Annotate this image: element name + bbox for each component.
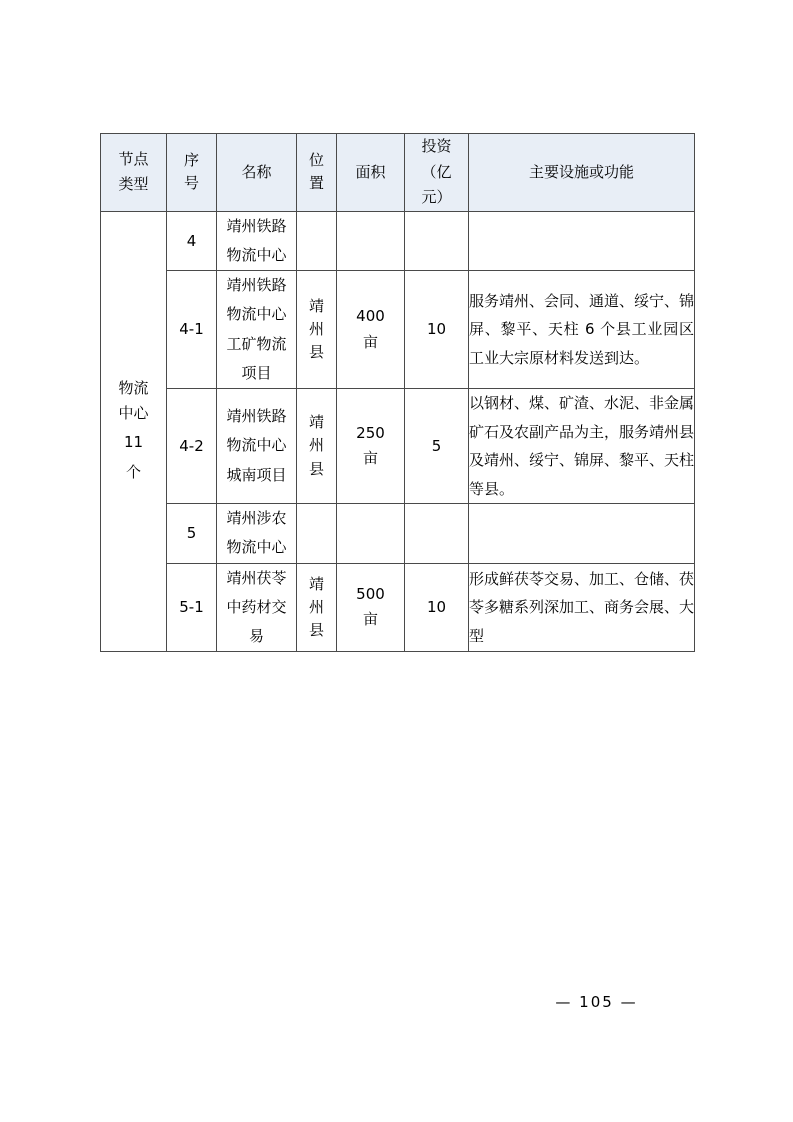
cell-description: 服务靖州、会同、通道、绥宁、锦屏、黎平、天柱 6 个县工业园区工业大宗原材料发送到达。 [469,271,695,389]
cell-serial-no: 4-2 [167,389,217,504]
cell-location: 靖州县 [297,271,337,389]
cell-serial-no: 5-1 [167,563,217,652]
cell-area [337,211,405,271]
table-header-row [101,134,695,212]
cell-name: 靖州茯苓中药材交易 [217,563,297,652]
cell-area: 400亩 [337,271,405,389]
cell-description [469,504,695,564]
header-area: 面积 [337,134,405,212]
cell-name: 靖州铁路物流中心城南项目 [217,389,297,504]
cell-node-type-group: 物流中心 11 个 [101,211,167,652]
table-row [101,389,695,504]
cell-investment [405,504,469,564]
cell-name: 靖州涉农物流中心 [217,504,297,564]
cell-location: 靖州县 [297,389,337,504]
cell-investment: 10 [405,271,469,389]
table-header [101,134,695,212]
table-row [101,211,695,271]
table-row [101,271,695,389]
project-table [100,133,695,652]
page-footer [0,993,793,1011]
table-row [101,504,695,564]
table-row [101,563,695,652]
cell-area: 500亩 [337,563,405,652]
cell-description [469,211,695,271]
header-name: 名称 [217,134,297,212]
cell-name: 靖州铁路物流中心工矿物流项目 [217,271,297,389]
cell-investment [405,211,469,271]
cell-name: 靖州铁路物流中心 [217,211,297,271]
cell-serial-no: 5 [167,504,217,564]
cell-description: 形成鲜茯苓交易、加工、仓储、茯苓多糖系列深加工、商务会展、大型 [469,563,695,652]
cell-description: 以钢材、煤、矿渣、水泥、非金属矿石及农副产品为主，服务靖州县及靖州、绥宁、锦屏、黎平、天柱等县。 [469,389,695,504]
cell-investment: 10 [405,563,469,652]
cell-location [297,211,337,271]
header-investment: 投资（亿元） [405,134,469,212]
header-node-type: 节点类型 [101,134,167,212]
cell-area [337,504,405,564]
table-body [101,211,695,652]
cell-serial-no: 4 [167,211,217,271]
cell-location: 靖州县 [297,563,337,652]
header-location: 位置 [297,134,337,212]
cell-area: 250亩 [337,389,405,504]
cell-investment: 5 [405,389,469,504]
cell-serial-no: 4-1 [167,271,217,389]
header-main-facilities: 主要设施或功能 [469,134,695,212]
header-serial-no: 序号 [167,134,217,212]
cell-location [297,504,337,564]
page-number: — 105 — [555,993,638,1011]
